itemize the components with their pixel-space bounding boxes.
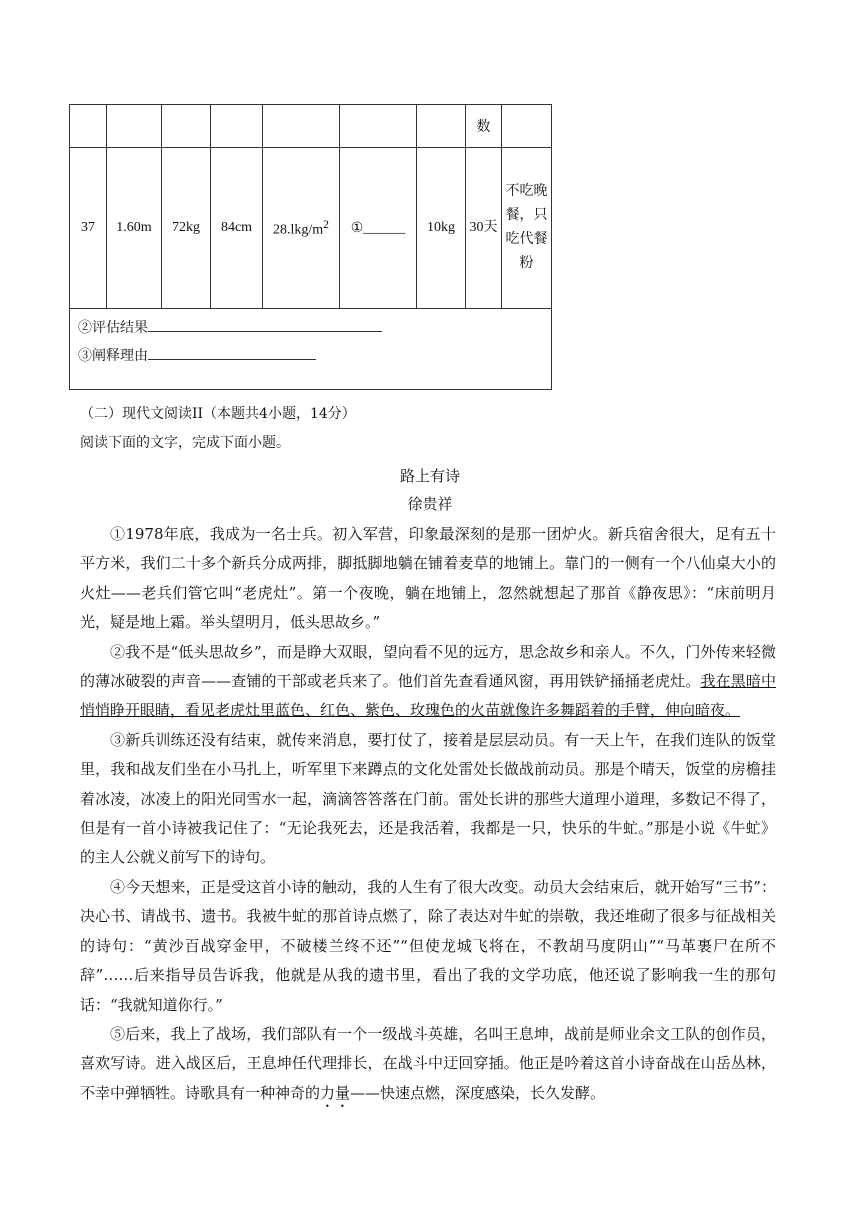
- paragraph-5: [80, 1020, 776, 1111]
- article-author: 徐贵祥: [407, 495, 453, 513]
- table-cell: [70, 105, 107, 148]
- cell-age: 37: [70, 148, 107, 309]
- bmi-superscript: 2: [323, 217, 329, 231]
- health-assessment-table: [69, 104, 552, 390]
- cell-days: 30天: [466, 148, 502, 309]
- article-title: 路上有诗: [399, 467, 460, 485]
- table-cell: [263, 105, 340, 148]
- cell-waist: 84cm: [211, 148, 263, 309]
- cell-weight: 72kg: [162, 148, 211, 309]
- cell-blank-1: ①______: [340, 148, 417, 309]
- result-blank: [148, 317, 382, 332]
- paragraph-2: [80, 638, 776, 726]
- article-body: [80, 520, 776, 1111]
- table-cell: [107, 105, 162, 148]
- bmi-value: 28.lkg/m: [273, 222, 324, 238]
- table-cell: [502, 105, 552, 148]
- paragraph-1: ①1978年底，我成为一名士兵。初入军营，印象最深刻的是那一团炉火。新兵宿舍很大，足有五十平方米，我们二十多个新兵分成两排，脚抵脚地躺在铺着麦草的地铺上。靠门的一侧有一个八仙桌大小的火灶——老兵们管它叫“老虎灶”。第一个夜晚，躺在地铺上，忽然就想起了那首《静夜思》：“床前明月光，疑是地上霜。举头望明月，低头思故乡。”: [80, 525, 776, 632]
- paragraph-5-text-b: ——快速点燃，深度感染，长久发酵。: [350, 1083, 606, 1102]
- paragraph-5-text-a: ⑤后来，我上了战场，我们部队有一个一级战斗英雄，名叫王息坤，战前是师业余文工队的创作员，喜欢写诗。进入战区后，王息坤任代理排长，在战斗中迂回穿插。他正是吟着这首小诗奋战在山岳丛林，不幸中弹牺牲。诗歌具有一种神奇的: [80, 1024, 776, 1102]
- paragraph-3: ③新兵训练还没有结束，就传来消息，要打仗了，接着是层层动员。有一天上午，在我们连队的饭堂里，我和战友们坐在小马扎上，听军里下来蹲点的文化处雷处长做战前动员。那是个晴天，饭堂的房檐挂着冰凌，冰凌上的阳光同雪水一起，滴滴答答落在门前。雷处长讲的那些大道理小道理，多数记不得了，但是有一首小诗被我记住了：“无论我死去，还是我活着，我都是一只，快乐的牛虻。”那是小说《牛虻》的主人公就义前写下的诗句。: [80, 730, 776, 867]
- reason-label: ③阐释理由: [78, 349, 148, 364]
- reading-instruction: 阅读下面的文字，完成下面小题。: [80, 435, 290, 451]
- result-label: ②评估结果: [78, 321, 148, 336]
- table-cell-days-header: 数: [466, 105, 502, 148]
- cell-bmi: [263, 148, 340, 309]
- emphasized-word: 力量: [320, 1083, 351, 1102]
- paragraph-4: ④今天想来，正是受这首小诗的触动，我的人生有了很大改变。动员大会结束后，就开始写“三书”：决心书、请战书、遗书。我被牛虻的那首诗点燃了，除了表达对牛虻的崇敬，我还堆砌了很多与征战相关的诗句：“黄沙百战穿金甲，不破楼兰终不还”“但使龙城飞将在，不教胡马度阴山”“马革裹尸在所不辞”……后来指导员告诉我，他就是从我的遗书里，看出了我的文学功底，他还说了影响我一生的那句话：“我就知道你行。”: [80, 877, 776, 1014]
- table-cell: [162, 105, 211, 148]
- table-cell: [211, 105, 263, 148]
- section-heading: （二）现代文阅读II（本题共4小题，14分）: [80, 406, 356, 422]
- paragraph-2-text: ②我不是“低头思故乡”，而是睁大双眼，望向看不见的远方，思念故乡和亲人。不久，门外传来轻微的薄冰破裂的声音——查铺的干部或老兵来了。他们首先查看通风窗，再用铁铲捅捅老虎灶。: [80, 642, 776, 691]
- table-data-row: [70, 148, 552, 309]
- underlined-sentence: 我在黑暗中悄悄睁开眼睛，看见老虎灶里蓝色、红色、紫色、玫瑰色的火苗就像许多舞蹈着的手臂，伸向暗夜。: [80, 672, 776, 720]
- cell-method: 不吃晚餐，只吃代餐粉: [502, 148, 552, 309]
- cell-target: 10kg: [417, 148, 466, 309]
- table-footer-cell: [70, 309, 552, 390]
- table-footer-row: [70, 309, 552, 390]
- cell-height: 1.60m: [107, 148, 162, 309]
- table-cell: [417, 105, 466, 148]
- table-cell: [340, 105, 417, 148]
- table-header-row: [70, 105, 552, 148]
- reason-blank: [148, 345, 316, 360]
